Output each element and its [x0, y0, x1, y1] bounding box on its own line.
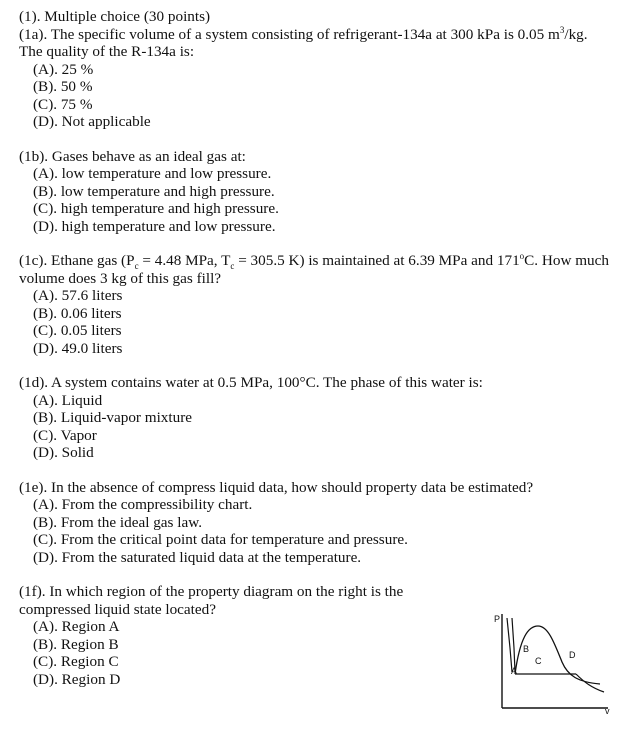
- option-b[interactable]: (B). Region B: [33, 635, 119, 653]
- option-b[interactable]: (B). From the ideal gas law.: [33, 513, 202, 531]
- option-b[interactable]: (B). Liquid-vapor mixture: [33, 409, 193, 426]
- section-heading: (1). Multiple choice (30 points): [19, 8, 211, 25]
- question-1a-text-main: (1a). The specific volume of a system consisting of refrigerant-134a at 300 kPa is 0.05 m: [19, 25, 560, 43]
- option-d[interactable]: (D). Not applicable: [33, 113, 151, 130]
- option-d[interactable]: (D). high temperature and low pressure.: [33, 217, 276, 235]
- exam-page: [19, 8, 625, 688]
- option-b[interactable]: (B). low temperature and high pressure.: [33, 182, 275, 200]
- question-1e: [19, 479, 625, 567]
- question-1f-line2: compressed liquid state located?: [19, 600, 216, 618]
- question-1c-part3: = 305.5 K) is maintained at 6.39 MPa and 171: [234, 252, 520, 269]
- question-1a-options: [19, 61, 625, 131]
- option-d[interactable]: (D). Solid: [33, 444, 94, 461]
- option-c[interactable]: (C). From the critical point data for temperature and pressure.: [33, 531, 408, 548]
- question-1b-options: [19, 165, 625, 235]
- question-1c-degree: o: [519, 250, 525, 261]
- region-b-label: B: [523, 644, 530, 654]
- region-a-label: A: [511, 666, 518, 676]
- question-1c-part1: (1c). Ethane gas (P: [19, 252, 135, 269]
- isotherm-steep-2: [512, 618, 515, 672]
- region-c-label: C: [535, 656, 542, 666]
- axis-label-p: P: [494, 614, 501, 624]
- question-1c-options: [19, 287, 625, 357]
- question-1e-text: (1e). In the absence of compress liquid data, how should property data be estimated?: [19, 478, 534, 496]
- question-1a-line2: The quality of the R-134a is:: [19, 43, 195, 60]
- axis-label-v: v: [605, 706, 610, 716]
- option-c[interactable]: (C). Region C: [33, 653, 119, 670]
- question-1a: [19, 26, 625, 131]
- question-1c-part4: C. How much: [524, 252, 609, 269]
- isotherm-steep-1: [507, 618, 512, 672]
- pv-property-diagram: [488, 608, 613, 718]
- option-a[interactable]: (A). Region A: [33, 618, 120, 635]
- question-1c-sub2: c: [230, 261, 235, 272]
- question-1a-text-unit: /kg.: [564, 25, 588, 43]
- question-1c-line2: volume does 3 kg of this gas fill?: [19, 269, 222, 287]
- option-a[interactable]: (A). Liquid: [33, 391, 103, 409]
- option-c[interactable]: (C). Vapor: [33, 426, 97, 444]
- option-b[interactable]: (B). 0.06 liters: [33, 304, 122, 322]
- question-1a-exponent: 3: [559, 24, 565, 35]
- question-1e-options: [19, 496, 625, 566]
- option-a[interactable]: (A). low temperature and low pressure.: [33, 165, 272, 182]
- question-1f-line1: (1f). In which region of the property diagram on the right is the: [19, 583, 404, 600]
- option-d[interactable]: (D). Region D: [33, 670, 121, 688]
- question-1d-options: [19, 392, 625, 462]
- option-c[interactable]: (C). 75 %: [33, 95, 93, 113]
- option-a[interactable]: (A). 57.6 liters: [33, 287, 123, 304]
- option-c[interactable]: (C). high temperature and high pressure.: [33, 200, 279, 217]
- question-1c-part2: = 4.48 MPa, T: [138, 252, 231, 269]
- question-1c-sub1: c: [134, 261, 139, 272]
- question-1b-text: (1b). Gases behave as an ideal gas at:: [19, 147, 246, 165]
- option-a[interactable]: (A). 25 %: [33, 60, 94, 78]
- option-c[interactable]: (C). 0.05 liters: [33, 322, 122, 339]
- option-b[interactable]: (B). 50 %: [33, 78, 93, 95]
- saturation-dome: [515, 626, 600, 684]
- question-1b: [19, 148, 625, 236]
- question-1c-text: [19, 252, 625, 270]
- option-d[interactable]: (D). 49.0 liters: [33, 339, 123, 357]
- question-1d: [19, 374, 625, 462]
- option-a[interactable]: (A). From the compressibility chart.: [33, 496, 253, 513]
- option-d[interactable]: (D). From the saturated liquid data at the temperature.: [33, 548, 362, 566]
- region-d-label: D: [569, 650, 576, 660]
- question-1d-text: (1d). A system contains water at 0.5 MPa, 100°C. The phase of this water is:: [19, 374, 483, 391]
- question-1a-text: [19, 26, 625, 44]
- question-1c: [19, 252, 625, 357]
